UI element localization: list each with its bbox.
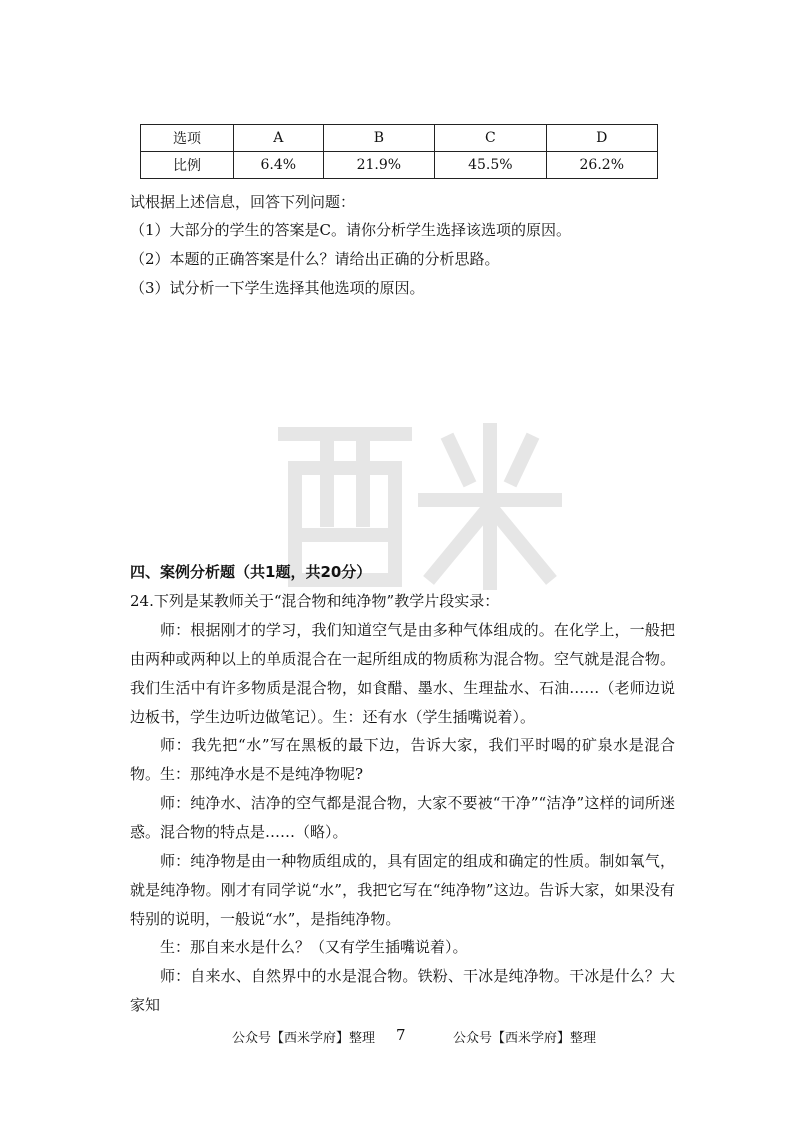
page-number: 7: [396, 1026, 406, 1044]
table-cell: 26.2%: [546, 152, 657, 179]
table-cell: 选项: [141, 125, 234, 152]
question-3: （3）试分析一下学生选择其他选项的原因。: [130, 279, 425, 297]
table-cell: 比例: [141, 152, 234, 179]
dialogue-paragraph: 师：我先把“水”写在黑板的最下边，告诉大家，我们平时喝的矿泉水是混合物。: [130, 736, 675, 783]
dialogue-paragraph: 师：纯净水、洁净的空气都是混合物，大家不要被“干净”“洁净”这样的词所迷惑。混合物的特点是……（略）。: [130, 794, 675, 841]
question-2: （2）本题的正确答案是什么？请给出正确的分析思路。: [130, 250, 500, 268]
table-row: [141, 152, 658, 179]
section-heading: 四、案例分析题（共1题，共20分）: [130, 563, 372, 581]
table-cell: 6.4%: [234, 152, 324, 179]
table-cell: 45.5%: [435, 152, 546, 179]
dialogue-paragraph: 师：自来水、自然界中的水是混合物。铁粉、干冰是纯净物。干冰是什么？大家知: [130, 967, 675, 1014]
question-1: （1）大部分的学生的答案是C。请你分析学生选择该选项的原因。: [130, 221, 572, 239]
dialogue-paragraph: 生：那自来水是什么？（又有学生插嘴说着）。: [160, 938, 468, 956]
table-row: [141, 125, 658, 152]
table-cell: C: [435, 125, 546, 152]
dialogue-paragraph: 师：纯净物是由一种物质组成的，具有固定的组成和确定的性质。制如氧气，就是纯净物。刚才有同学说“水”，我把它写在“纯净物”这边。告诉大家，如果没有特别的说明，一般说“水”，是指纯净物。: [130, 852, 675, 928]
dialogue-paragraph: 师：根据刚才的学习，我们知道空气是由多种气体组成的。在化学上，一般把由两种或两种以上的单质混合在一起所组成的物质称为混合物。空气就是混合物。我们生活中有许多物质是混合物，如食醋、墨水、生理盐水、石油……（老师边说边板书，学生边听边做笔记）。生：还有水（学生插嘴说着）。: [130, 621, 675, 726]
footer-left-text: 公众号【西米学府】整理: [232, 1031, 376, 1046]
table-cell: D: [546, 125, 657, 152]
dialogue-paragraph: 生：那纯净水是不是纯净物呢?: [160, 765, 364, 783]
table-cell: B: [323, 125, 434, 152]
questions-intro: 试根据上述信息，回答下列问题：: [130, 193, 356, 211]
table-cell: A: [234, 125, 324, 152]
table-cell: 21.9%: [323, 152, 434, 179]
question-24-intro: 24.下列是某教师关于“混合物和纯净物”教学片段实录：: [130, 592, 500, 610]
answer-distribution-table: [140, 124, 658, 179]
footer-right-text: 公众号【西米学府】整理: [453, 1031, 597, 1046]
